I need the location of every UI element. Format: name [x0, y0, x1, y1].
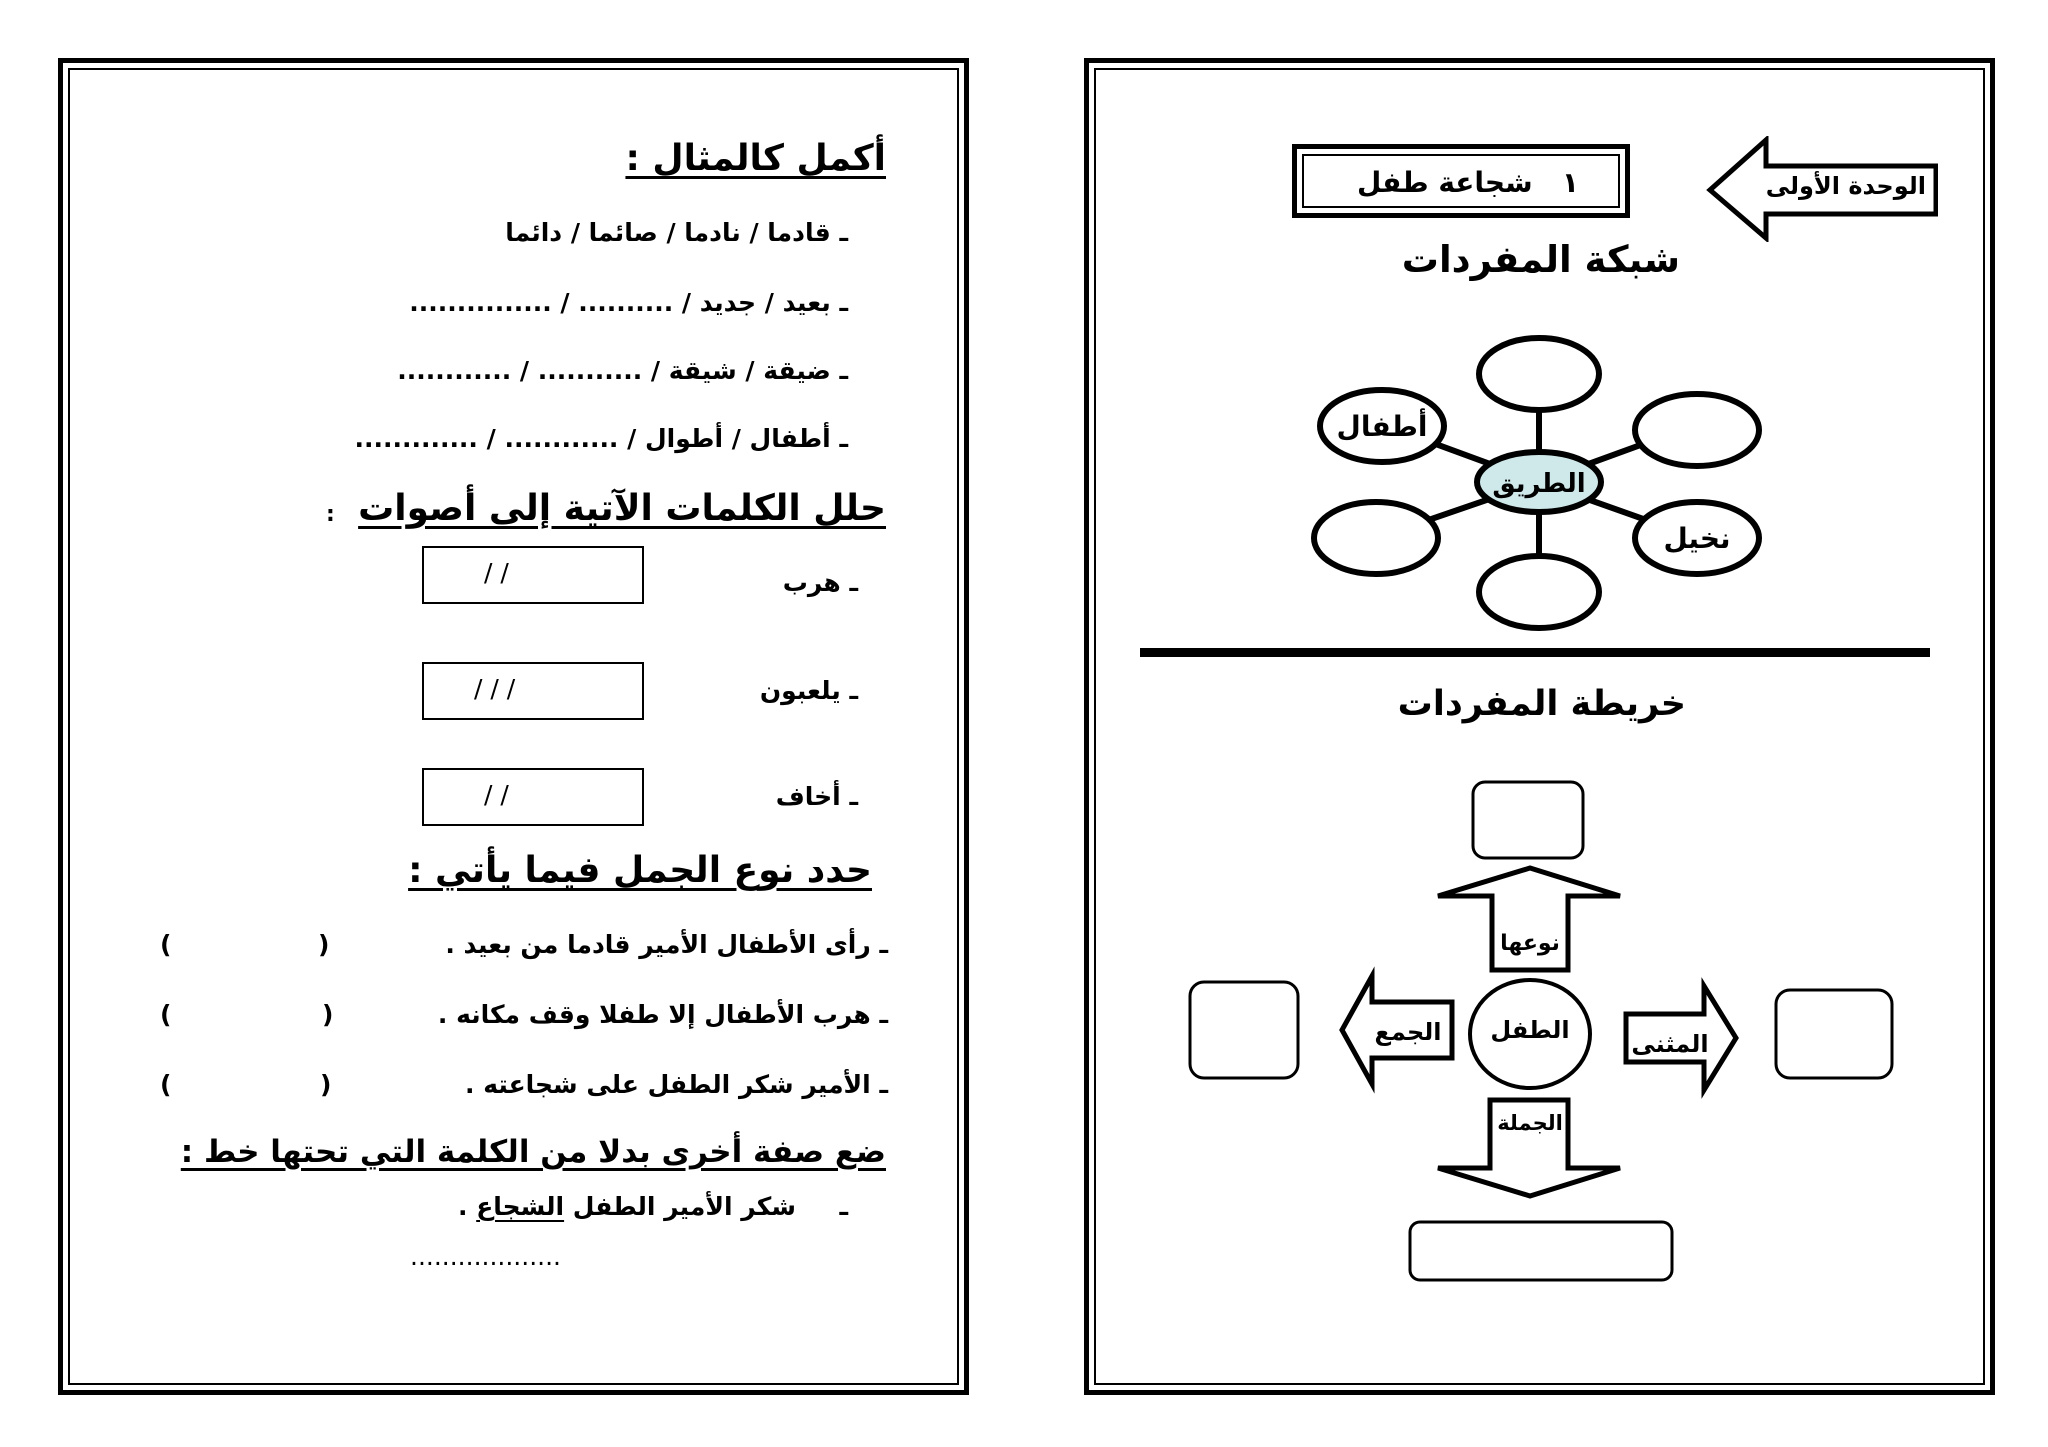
vocabulary-map — [1180, 776, 1900, 1286]
map-left-label: الجمع — [1374, 1018, 1442, 1046]
sounds-slashes-2: / / / — [474, 674, 516, 703]
lesson-title — [1357, 166, 1579, 199]
map-box-left[interactable] — [1190, 982, 1298, 1078]
adjective-underlined-word: الشجاع — [476, 1192, 565, 1221]
complete-line-3: ـ ضيقة / شيقة / ........... / ............ — [397, 356, 848, 385]
adjective-sentence — [458, 1192, 848, 1221]
adjective-sentence-prefix: شكر الأمير الطفل — [572, 1192, 796, 1221]
web-label-upper-left: أطفال — [1336, 410, 1428, 443]
web-heading: شبكة المفردات — [1401, 238, 1680, 281]
lesson-number: ١ — [1561, 166, 1579, 199]
map-center-label: الطفل — [1490, 1016, 1570, 1044]
sounds-slashes-1: / / — [484, 558, 509, 587]
complete-line-2: ـ بعيد / جديد / .......... / ............... — [409, 288, 848, 317]
map-up-label: نوعها — [1500, 931, 1560, 956]
map-heading: خريطة المفردات — [1397, 684, 1686, 724]
sounds-colon: : — [326, 502, 335, 527]
sounds-word-1: ـ هرب — [782, 568, 858, 597]
web-label-lower-right: نخيل — [1663, 522, 1731, 555]
sounds-answer-box-2[interactable] — [422, 662, 644, 720]
complete-heading: أكمل كالمثال : — [625, 138, 886, 179]
web-node-upper-right[interactable] — [1635, 394, 1759, 466]
sentence-close-paren-1: ) — [160, 930, 172, 959]
sounds-word-2: ـ يلعبون — [759, 676, 858, 705]
map-box-bottom[interactable] — [1410, 1222, 1672, 1280]
sounds-slashes-3: / / — [484, 780, 509, 809]
map-right-label: المثنى — [1631, 1030, 1709, 1058]
complete-line-1: ـ قادما / نادما / صائما / دائما — [505, 218, 848, 247]
sentence-close-paren-2: ) — [160, 1000, 172, 1029]
web-center-label: الطريق — [1492, 469, 1586, 499]
sentence-item-3: ـ الأمير شكر الطفل على شجاعته . — [465, 1070, 888, 1099]
complete-line-4: ـ أطفال / أطوال / ............ / ............. — [354, 424, 848, 453]
sentence-open-paren-1: ( — [318, 930, 330, 959]
adjective-dash: ـ — [839, 1192, 848, 1221]
sentence-close-paren-3: ) — [160, 1070, 172, 1099]
sentence-open-paren-3: ( — [320, 1070, 332, 1099]
sentence-open-paren-2: ( — [322, 1000, 334, 1029]
map-box-right[interactable] — [1776, 990, 1892, 1078]
adjective-heading: ضع صفة أخرى بدلا من الكلمة التي تحتها خط : — [180, 1134, 886, 1170]
web-node-bottom[interactable] — [1479, 556, 1599, 628]
vocabulary-web — [1310, 330, 1770, 636]
sentence-item-2: ـ هرب الأطفال إلا طفلا وقف مكانه . — [437, 1000, 888, 1029]
sentence-heading: حدد نوع الجمل فيما يأتي : — [408, 850, 872, 891]
sounds-answer-box-3[interactable] — [422, 768, 644, 826]
sounds-answer-box-1[interactable] — [422, 546, 644, 604]
sounds-word-3: ـ أخاف — [775, 782, 858, 811]
sounds-heading: حلل الكلمات الآتية إلى أصوات — [358, 488, 886, 529]
map-down-label: الجملة — [1497, 1111, 1563, 1135]
web-node-lower-left[interactable] — [1314, 502, 1438, 574]
lesson-title-text: شجاعة طفل — [1357, 166, 1533, 199]
unit-label: الوحدة الأولى — [1765, 172, 1926, 200]
section-divider — [1140, 648, 1930, 657]
map-box-top[interactable] — [1473, 782, 1583, 858]
adjective-sentence-end: . — [457, 1192, 468, 1221]
adjective-answer-line[interactable]: ................... — [410, 1242, 561, 1271]
sentence-item-1: ـ رأى الأطفال الأمير قادما من بعيد . — [445, 930, 888, 959]
web-node-top[interactable] — [1479, 338, 1599, 410]
